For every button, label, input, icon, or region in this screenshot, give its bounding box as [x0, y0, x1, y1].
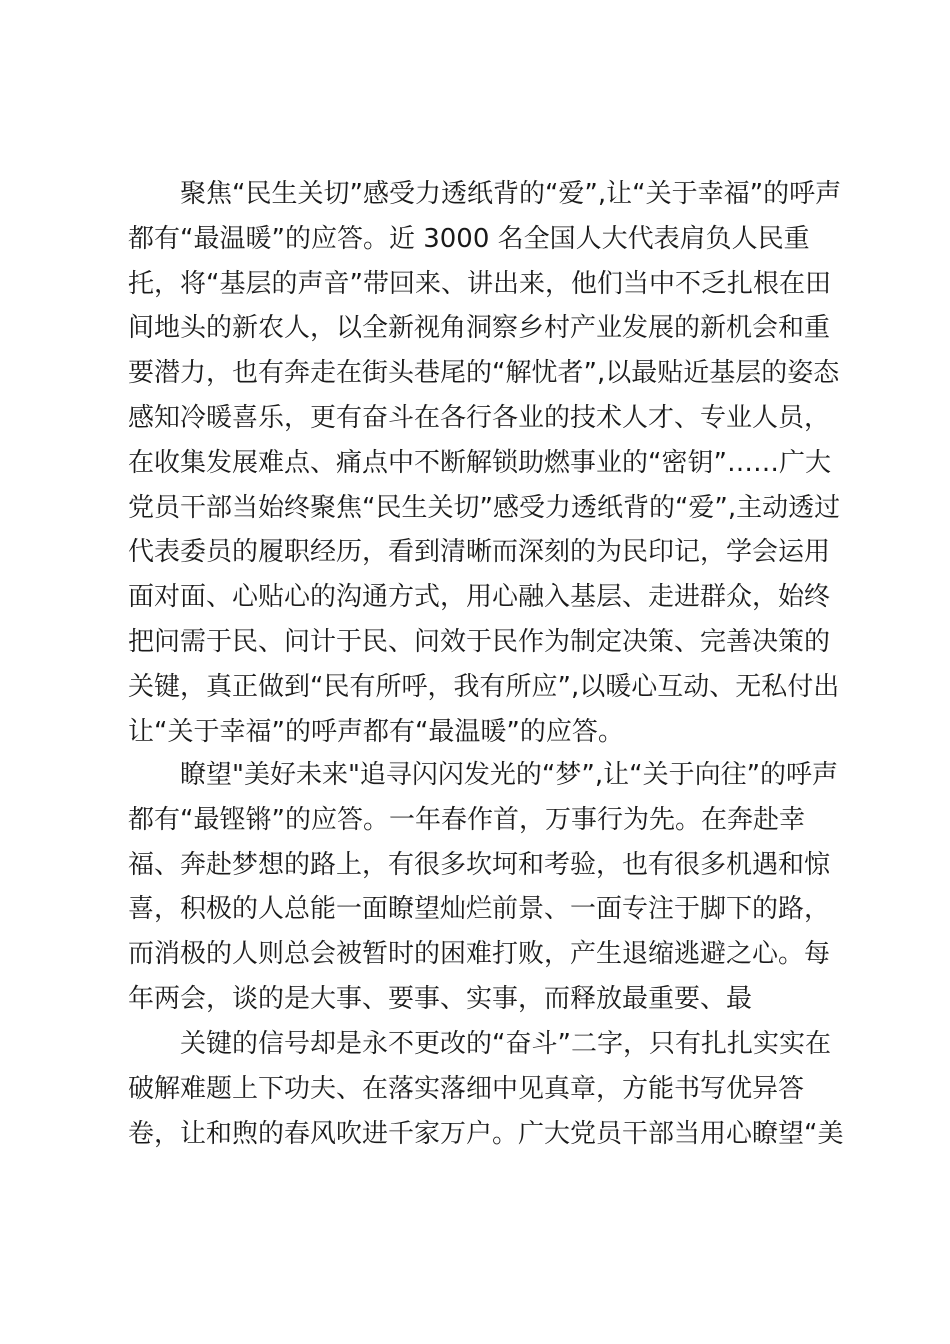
- paragraph-line: 在收集发展难点、痛点中不断解锁助燃事业的“密钥”……广大: [128, 447, 831, 478]
- paragraph-line: 年两会，谈的是大事、要事、实事，而释放最重要、最: [128, 983, 753, 1014]
- paragraph-line: 福、奔赴梦想的路上，有很多坎坷和考验，也有很多机遇和惊: [128, 849, 831, 880]
- paragraph-line: 面对面、心贴心的沟通方式，用心融入基层、走进群众，始终: [128, 582, 831, 613]
- paragraph-future: [128, 753, 838, 1022]
- paragraph-line: 聚焦“民生关切”感受力透纸背的“爱”,让“关于幸福”的呼声: [180, 179, 842, 209]
- paragraph-line: 卷，让和煦的春风吹进千家万户。广大党员干部当用心瞭望“美: [128, 1118, 844, 1149]
- paragraph-line: 把问需于民、问计于民、问效于民作为制定决策、完善决策的: [128, 626, 831, 657]
- paragraph-line: 而消极的人则总会被暂时的困难打败，产生退缩逃避之心。每: [128, 939, 831, 970]
- paragraph-line: 关键，真正做到“民有所呼，我有所应”,以暖心互动、无私付出: [128, 671, 840, 702]
- paragraph-line: 党员干部当始终聚焦“民生关切”感受力透纸背的“爱”,主动透过: [128, 492, 841, 523]
- paragraph-line: 都有“最铿锵”的应答。一年春作首，万事行为先。在奔赴幸: [128, 804, 805, 835]
- paragraph-line: 间地头的新农人，以全新视角洞察乡村产业发展的新机会和重: [128, 313, 831, 344]
- paragraph-line: 要潜力，也有奔走在街头巷尾的“解忧者”,以最贴近基层的姿态: [128, 358, 840, 389]
- paragraph-line: 瞭望"美好未来"追寻闪闪发光的“梦”,让“关于向往”的呼声: [180, 760, 839, 790]
- paragraph-line: 喜，积极的人总能一面瞭望灿烂前景、一面专注于脚下的路，: [128, 894, 831, 925]
- paragraph-line: 托，将“基层的声音”带回来、讲出来，他们当中不乏扎根在田: [128, 268, 831, 299]
- paragraph-line: 破解难题上下功夫、在落实落细中见真章，方能书写优异答: [128, 1073, 805, 1104]
- paragraph-struggle: [128, 1022, 844, 1156]
- paragraph-line: 关键的信号却是永不更改的“奋斗”二字，只有扎扎实实在: [180, 1029, 831, 1059]
- paragraph-line: 感知冷暖喜乐，更有奋斗在各行各业的技术人才、专业人员，: [128, 402, 831, 433]
- paragraph-people-livelihood: [128, 172, 842, 754]
- paragraph-line: 都有“最温暖”的应答。近 3000 名全国人大代表肩负人民重: [128, 223, 810, 254]
- paragraph-line: 代表委员的履职经历，看到清晰而深刻的为民印记，学会运用: [128, 537, 831, 568]
- paragraph-line: 让“关于幸福”的呼声都有“最温暖”的应答。: [128, 716, 624, 747]
